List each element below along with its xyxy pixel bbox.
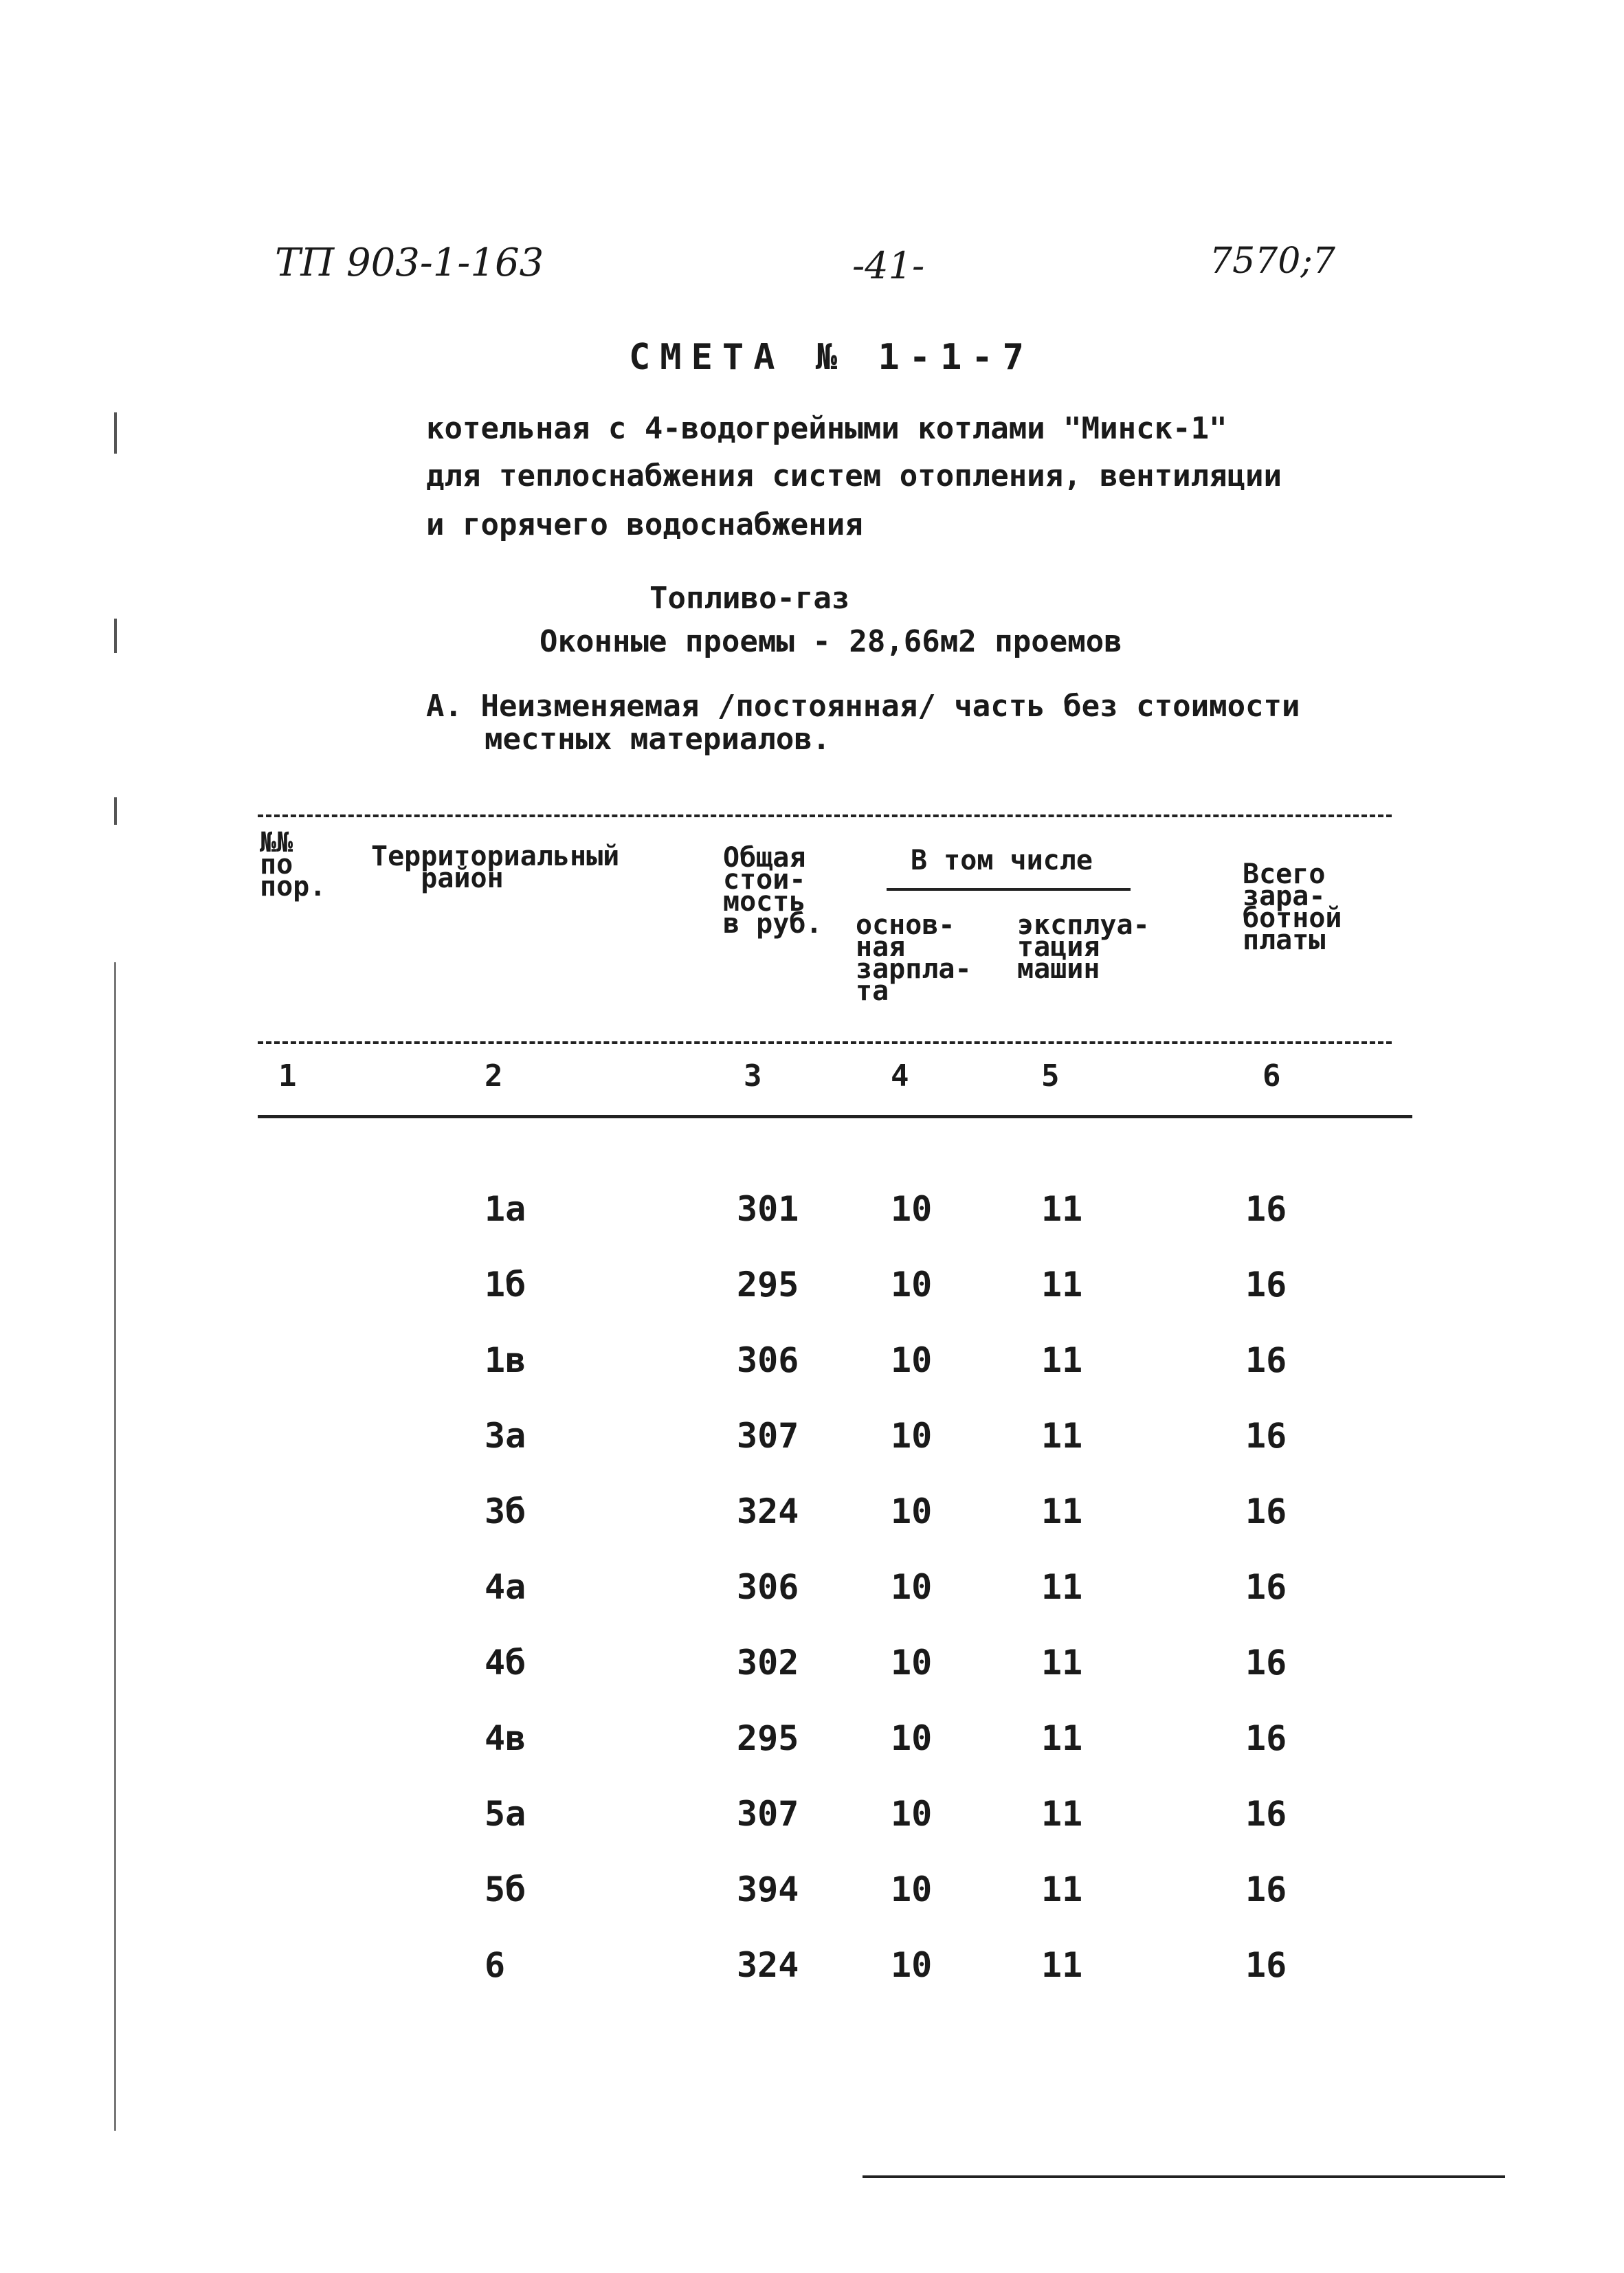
table-row bbox=[0, 1870, 1624, 1925]
cell-total-wage: 16 bbox=[1245, 1718, 1287, 1758]
cell-region: 4а bbox=[485, 1567, 526, 1607]
cell-machine-operation: 11 bbox=[1041, 1718, 1083, 1758]
cell-region: 5б bbox=[485, 1870, 526, 1909]
cell-region: 4б bbox=[485, 1643, 526, 1683]
cell-region: 4в bbox=[485, 1718, 526, 1758]
cell-base-wage: 10 bbox=[891, 1945, 933, 1985]
cell-total-cost: 301 bbox=[737, 1189, 799, 1229]
header-base-wage: основ- ная зарпла- та bbox=[856, 909, 972, 1007]
cell-base-wage: 10 bbox=[891, 1340, 933, 1380]
cell-base-wage: 10 bbox=[891, 1794, 933, 1834]
cell-base-wage: 10 bbox=[891, 1870, 933, 1909]
table-top-rule bbox=[258, 814, 1392, 817]
cell-base-wage: 10 bbox=[891, 1567, 933, 1607]
cell-machine-operation: 11 bbox=[1041, 1416, 1083, 1456]
header-group-including: В том числе bbox=[911, 845, 1093, 876]
cell-total-wage: 16 bbox=[1245, 1340, 1287, 1380]
cell-total-cost: 307 bbox=[737, 1416, 799, 1456]
document-stamp: 7570;7 bbox=[1210, 241, 1335, 282]
document-title: СМЕТА № 1-1-7 bbox=[629, 337, 1034, 378]
part-title-continued: местных материалов. bbox=[485, 722, 831, 757]
cell-total-cost: 295 bbox=[737, 1265, 799, 1305]
document-code: ТП 903-1-163 bbox=[275, 241, 544, 285]
cell-total-cost: 394 bbox=[737, 1870, 799, 1909]
cell-region: 1в bbox=[485, 1340, 526, 1380]
cell-total-cost: 295 bbox=[737, 1718, 799, 1758]
cell-machine-operation: 11 bbox=[1041, 1567, 1083, 1607]
header-bottom-rule bbox=[258, 1041, 1392, 1044]
cell-total-wage: 16 bbox=[1245, 1416, 1287, 1456]
cell-machine-operation: 11 bbox=[1041, 1643, 1083, 1683]
binding-mark bbox=[114, 412, 117, 454]
table-row bbox=[0, 1340, 1624, 1395]
column-number: 5 bbox=[1041, 1058, 1060, 1094]
column-number: 1 bbox=[278, 1058, 297, 1094]
cell-region: 5а bbox=[485, 1794, 526, 1834]
column-number: 4 bbox=[891, 1058, 909, 1094]
cell-machine-operation: 11 bbox=[1041, 1492, 1083, 1531]
description-line: и горячего водоснабжения bbox=[426, 507, 863, 542]
table-row bbox=[0, 1189, 1624, 1244]
table-row bbox=[0, 1643, 1624, 1698]
cell-base-wage: 10 bbox=[891, 1643, 933, 1683]
header-total-cost: Общая стои- мость в руб. bbox=[723, 842, 823, 940]
cell-total-wage: 16 bbox=[1245, 1794, 1287, 1834]
cell-region: 1а bbox=[485, 1189, 526, 1229]
page-number: -41- bbox=[852, 244, 925, 287]
cell-total-cost: 302 bbox=[737, 1643, 799, 1683]
table-row bbox=[0, 1794, 1624, 1849]
cell-total-cost: 306 bbox=[737, 1567, 799, 1607]
column-number: 3 bbox=[744, 1058, 762, 1094]
header-total-wage: Всего зара- ботной платы bbox=[1243, 858, 1342, 956]
description-line: для теплоснабжения систем отопления, вентиляции bbox=[426, 458, 1282, 494]
cell-machine-operation: 11 bbox=[1041, 1945, 1083, 1985]
binding-mark bbox=[114, 619, 117, 653]
column-number: 6 bbox=[1263, 1058, 1281, 1094]
cell-total-wage: 16 bbox=[1245, 1567, 1287, 1607]
cell-base-wage: 10 bbox=[891, 1416, 933, 1456]
description-line: котельная с 4-водогрейными котлами "Минск-1" bbox=[426, 411, 1227, 446]
cell-total-cost: 307 bbox=[737, 1794, 799, 1834]
header-machine-operation: эксплуа- тация машин bbox=[1017, 909, 1150, 985]
table-row bbox=[0, 1416, 1624, 1471]
column-numbers-bottom-rule bbox=[258, 1115, 1412, 1118]
cell-total-wage: 16 bbox=[1245, 1945, 1287, 1985]
cell-total-cost: 324 bbox=[737, 1945, 799, 1985]
fuel-type: Топливо-газ bbox=[649, 581, 850, 616]
cell-base-wage: 10 bbox=[891, 1189, 933, 1229]
cell-total-wage: 16 bbox=[1245, 1643, 1287, 1683]
cell-region: 6 bbox=[485, 1945, 506, 1985]
table-row bbox=[0, 1567, 1624, 1622]
column-number: 2 bbox=[485, 1058, 503, 1094]
cell-region: 3б bbox=[485, 1492, 526, 1531]
part-title: А. Неизменяемая /постоянная/ часть без стоимости bbox=[426, 689, 1300, 724]
table-row bbox=[0, 1945, 1624, 2000]
footer-rule bbox=[863, 2175, 1505, 2178]
header-row-number: №№ по пор. bbox=[260, 827, 326, 902]
cell-machine-operation: 11 bbox=[1041, 1265, 1083, 1305]
cell-base-wage: 10 bbox=[891, 1492, 933, 1531]
table-row bbox=[0, 1492, 1624, 1546]
cell-region: 3а bbox=[485, 1416, 526, 1456]
cell-total-wage: 16 bbox=[1245, 1870, 1287, 1909]
cell-machine-operation: 11 bbox=[1041, 1340, 1083, 1380]
cell-base-wage: 10 bbox=[891, 1718, 933, 1758]
header-region: Территориальный район bbox=[371, 841, 620, 894]
cell-base-wage: 10 bbox=[891, 1265, 933, 1305]
cell-machine-operation: 11 bbox=[1041, 1794, 1083, 1834]
table-row bbox=[0, 1718, 1624, 1773]
cell-machine-operation: 11 bbox=[1041, 1870, 1083, 1909]
cell-total-wage: 16 bbox=[1245, 1189, 1287, 1229]
table-row bbox=[0, 1265, 1624, 1320]
cell-machine-operation: 11 bbox=[1041, 1189, 1083, 1229]
window-openings: Оконные проемы - 28,66м2 проемов bbox=[540, 624, 1122, 659]
cell-total-wage: 16 bbox=[1245, 1265, 1287, 1305]
cell-total-wage: 16 bbox=[1245, 1492, 1287, 1531]
group-underline bbox=[887, 888, 1131, 891]
cell-total-cost: 306 bbox=[737, 1340, 799, 1380]
binding-mark bbox=[114, 797, 117, 825]
cell-total-cost: 324 bbox=[737, 1492, 799, 1531]
cell-region: 1б bbox=[485, 1265, 526, 1305]
